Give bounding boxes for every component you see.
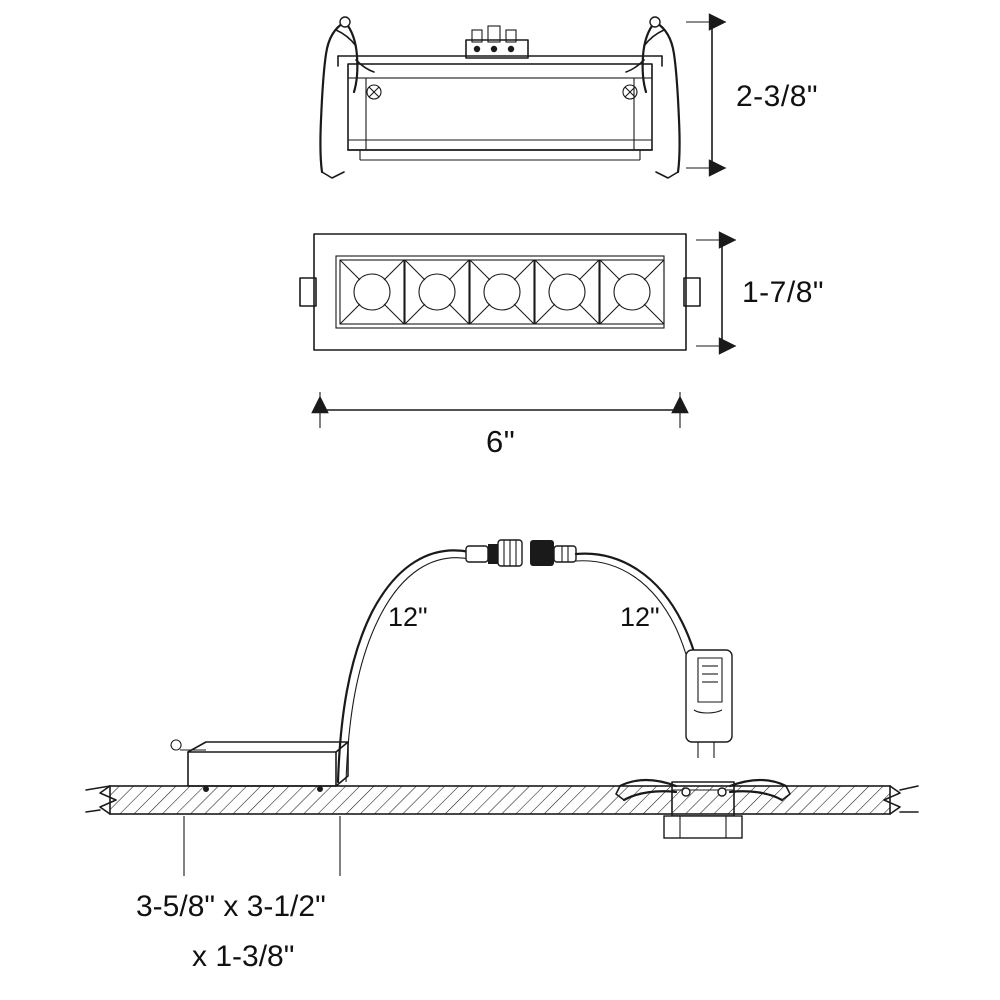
dimension-label-height-face: 1-7/8"	[742, 276, 825, 309]
dimension-label-width-face: 6"	[486, 424, 516, 459]
face-plan-geometry	[300, 234, 700, 350]
lens-cells	[340, 260, 664, 324]
dimension-width-face	[320, 392, 680, 428]
cable-connectors	[466, 540, 576, 566]
junction-box-callout-line1: 3-5/8" x 3-1/2"	[136, 890, 326, 923]
led-driver	[686, 650, 732, 758]
junction-box	[171, 740, 348, 792]
dimension-height-face	[696, 240, 736, 346]
dimension-height-front	[686, 22, 726, 168]
dimension-label-height-front: 2-3/8"	[736, 80, 819, 113]
junction-box-callout-line2: x 1-3/8"	[192, 940, 295, 973]
dimension-label-lead-left: 12"	[388, 602, 428, 632]
front-elevation-geometry	[320, 17, 679, 178]
installation-section-geometry	[86, 540, 918, 876]
dimension-label-lead-right: 12"	[620, 602, 660, 632]
